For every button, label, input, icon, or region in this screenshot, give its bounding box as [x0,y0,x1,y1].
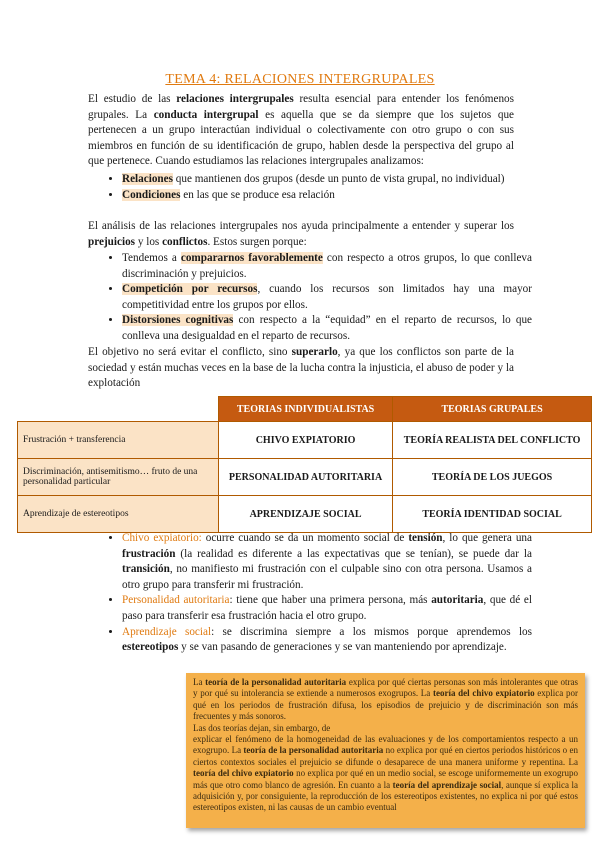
theory-term: Aprendizaje social [122,625,212,638]
cell-group: TEORÍA REALISTA DEL CONFLICTO [393,422,592,459]
text: , no manifiesto mi frustración con el culpable sino con otra persona. Usamos a otro grupo para transferir mi frustración. [122,563,532,591]
highlighted-term: Distorsiones cognitivas [122,314,234,327]
table-row [18,459,592,496]
text: que mantienen dos grupos (desde un punto de vista grupal, no individual) [172,173,505,185]
text: no explica por qué en un medio social, se escoge uniformemente un exogrupo más que otro como blanco de agresión. En cuanto a la [193,768,578,790]
text: , lo que genera una [442,532,532,544]
page-title: TEMA 4: RELACIONES INTERGRUPALES [165,72,435,87]
bold-term: estereotipos [122,641,179,654]
text: resulta esencial para entender los fenómenos grupales. La [88,93,514,121]
cell-group: TEORÍA DE LOS JUEGOS [393,459,592,496]
list-item [122,251,532,282]
text: explicar el fenómeno de la homogeneidad de las evaluaciones y de los comportamientos respecto a un exogrupo. La [193,734,578,756]
blank-cell [18,397,219,422]
text: La [193,677,206,687]
cell-individualist: APRENDIZAJE SOCIAL [219,496,393,533]
theory-explanations-list [104,531,532,656]
theory-term: Chivo expiatorio: [122,532,202,544]
cell-group: TEORÍA IDENTIDAD SOCIAL [393,496,592,533]
cell-individualist: CHIVO EXPIATORIO [219,422,393,459]
causes-list [104,251,532,345]
text: no explica por qué en ciertos periodos históricos o en ciertos contextos sociales el prejuicio se difunde o desaparece de una manera uniforme y repentina. La [193,745,579,767]
text: , cuando los recursos son limitados hay una mayor competitividad entre los grupos por ellos. [122,283,532,311]
bold-term: autoritaria [431,594,484,607]
row-label: Discriminación, antisemitismo… fruto de una personalidad particular [18,459,219,496]
bold-term: conducta intergrupal [153,108,259,121]
list-item [122,313,532,344]
theories-table [17,396,592,533]
cell-individualist: PERSONALIDAD AUTORITARIA [219,459,393,496]
list-item [122,172,532,188]
text: El objetivo no será evitar el conflicto, sino [88,346,292,358]
text: El análisis de las relaciones intergrupales nos ayuda principalmente a entender y superar los [88,220,514,232]
intro-paragraph [88,92,514,170]
text: y los [135,235,163,248]
bold-term: teoría del chivo expiatorio [432,688,535,699]
text: explica por qué en los periodos de frustración difusa, los episodios de prejuicio y de discriminación son más frecuentes y más sonoros. [193,688,578,722]
text: , ya que los conflictos son parte de la sociedad y están muchas veces en la base de la lucha contra la injusticia, el abuso de poder y la explotación [88,346,514,390]
list-item [122,625,532,656]
text: (la realidad es diferente a las expectativas que se tenían), se puede dar la [175,547,532,560]
text: , aunque sí explica la adquisición y, por consiguiente, la reproducción de los estereotipos existentes, no explica ni por qué estos estereotipos existen, ni las causas de un cambio eventual [193,779,578,813]
list-item [122,282,532,313]
text: Las dos teorías dejan, sin embargo, de [193,722,331,733]
text: y se van pasando de generaciones y se van manteniendo por aprendizaje. [178,641,507,654]
bold-term: relaciones intergrupales [176,93,294,105]
table-row [18,422,592,459]
highlighted-term: Competición por recursos [122,283,258,296]
bold-term: teoría del aprendizaje social [392,779,502,790]
highlighted-term: Relaciones [122,173,173,185]
table-header-row [18,397,592,422]
sticky-note [186,673,585,828]
text: explica por qué ciertas personas son más intolerantes que otras y por qué su intolerancia se extiende a numerosos exogrupos. La [193,677,578,699]
list-item [122,593,532,624]
text: : se discrimina siempre a los mismos porque aprendemos los [211,625,532,638]
theory-term: Personalidad autoritaria [122,594,230,607]
bold-term: conflictos [162,235,208,248]
list-item [122,531,532,593]
bold-term: teoría de la personalidad autoritaria [243,745,384,756]
text: con respecto a la “equidad” en el reparto de recursos, lo que conlleva una desigualdad en el reparto de recursos. [122,314,533,342]
row-label: Aprendizaje de estereotipos [18,496,219,533]
bold-term: tensión [408,532,443,544]
text: El estudio de las [88,93,177,105]
header-individualist: TEORIAS INDIVIDUALISTAS [219,397,393,422]
highlighted-term: compararnos favorablemente [180,252,323,264]
text: , que dé el paso para transferir esa frustración hacia el otro grupo. [122,594,532,622]
text: es aquella que se da siempre que los sujetos que pertenecen a un grupo interactúan individual o colectivamente con otro grupo o con sus miembros en función de su identificación de grupo, hablen desde la perspectiva del grupo al que pertenece. Cuando estudiamos las relaciones intergrupales analizamos: [88,108,515,168]
text: en las que se produce esa relación [180,188,335,201]
text: . Estos surgen porque: [207,235,307,248]
bold-term: frustración [122,547,176,560]
paragraph-3 [88,345,514,392]
analysis-list [104,172,532,203]
bold-term: superarlo [291,346,338,358]
bold-term: prejuicios [88,235,136,248]
bold-term: teoría del chivo expiatorio [193,768,294,779]
text: : tiene que haber una primera persona, más [229,594,432,607]
paragraph-2 [88,219,514,250]
table-row [18,496,592,533]
highlighted-term: Condiciones [122,188,181,201]
bold-term: teoría de la personalidad autoritaria [205,677,347,687]
text: ocurre cuando se da un momento social de [201,532,409,544]
header-group: TEORIAS GRUPALES [393,397,592,422]
row-label: Frustración + transferencia [18,422,219,459]
list-item [122,188,532,204]
text: Tendemos a [122,252,181,264]
text: con respecto a otros grupos, lo que conlleva discriminación y prejuicios. [122,252,532,280]
bold-term: transición [122,563,170,576]
